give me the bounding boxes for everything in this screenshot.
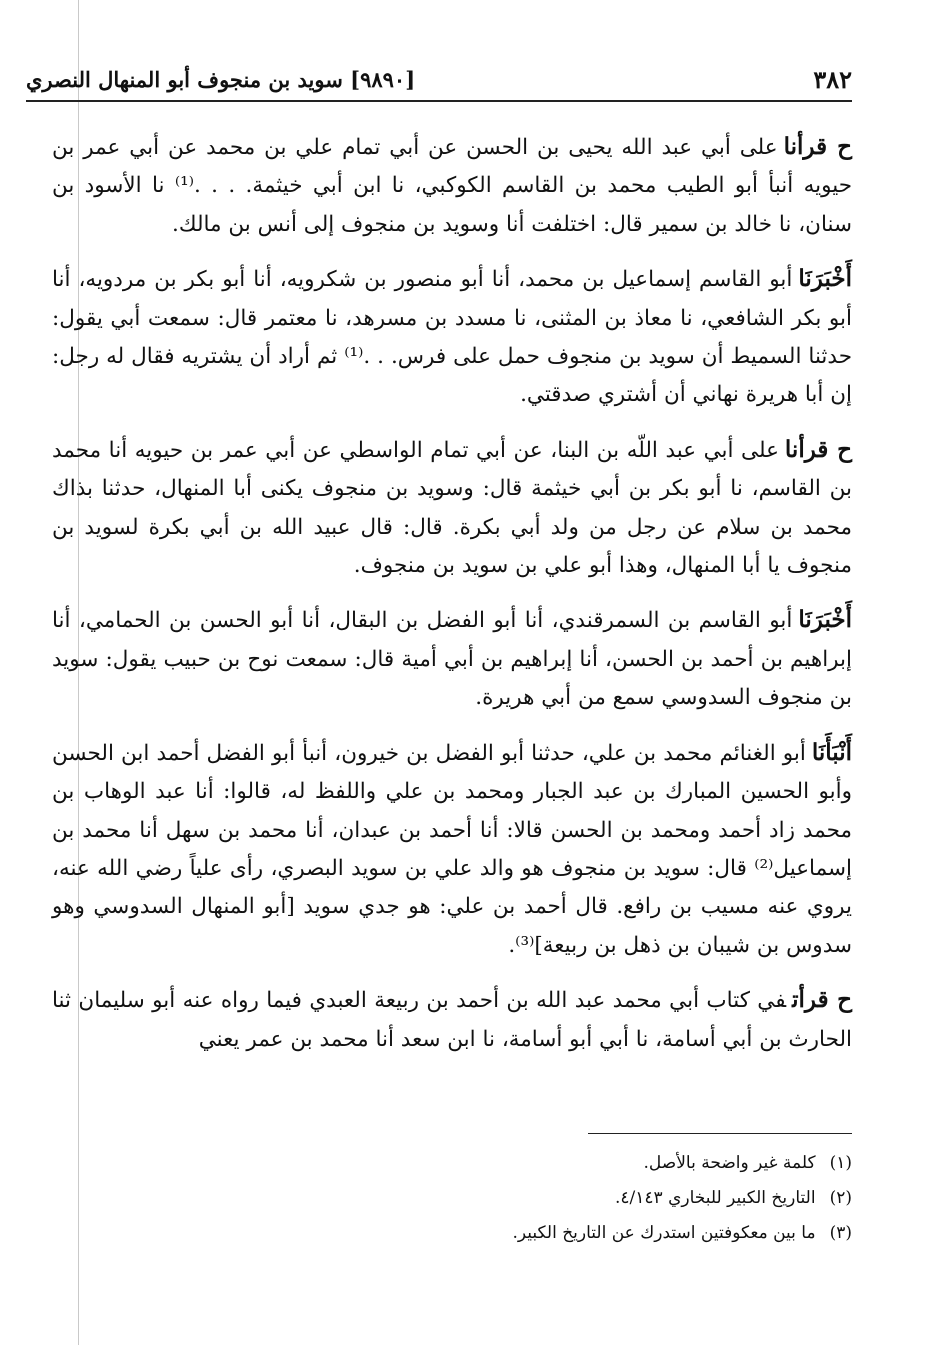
footnote-text: كلمة غير واضحة بالأصل. bbox=[643, 1153, 816, 1173]
paragraph-text: على أبي عبد الله يحيى بن الحسن عن أبي تمام علي بن محمد عن أبي عمر بن حيويه أنبأ أبو الطيب محمد بن القاسم الكوكبي، نا ابن أبي خيثمة. . . .⁽¹⁾ نا الأسود بن سنان، نا خالد بن سمير قال: اختلفت أنا وسويد بن منجوف إلى أنس بن مالك. bbox=[52, 135, 852, 237]
footnote-number: (١) bbox=[829, 1153, 852, 1173]
paragraph-lead: ح قرأت bbox=[792, 986, 852, 1014]
paragraph-lead: أَخْبَرَنَا bbox=[798, 606, 852, 634]
footnotes bbox=[400, 1146, 852, 1251]
body-text bbox=[52, 128, 852, 1075]
paragraph-lead: ح قرأنا bbox=[784, 435, 852, 463]
paragraph bbox=[52, 128, 852, 244]
footnote-number: (٣) bbox=[829, 1223, 852, 1243]
footnote-text: التاريخ الكبير للبخاري ٤/١٤٣. bbox=[615, 1188, 816, 1208]
paragraph-text: أبو القاسم بن السمرقندي، أنا أبو الفضل بن البقال، أنا أبو الحسن بن الحمامي، أنا إبراهيم بن أحمد بن الحسن، أنا إبراهيم بن أبي أمية قال: سمعت نوح بن حبيب يقول: سويد بن منجوف السدوسي سمع من أبي هريرة. bbox=[52, 608, 852, 711]
paragraph bbox=[52, 431, 852, 586]
paragraph-lead: أَخْبَرَنَا bbox=[798, 265, 852, 293]
footnote bbox=[400, 1146, 852, 1181]
paragraph-lead: ح قرأنا bbox=[783, 133, 852, 160]
footnote bbox=[400, 1216, 852, 1251]
paragraph-text: في كتاب أبي محمد عبد الله بن أحمد بن ربيعة العبدي فيما رواه عنه أبو سليمان ثنا الحارث بن أبي أسامة، نا أبي أبو أسامة، نا ابن سعد أنا محمد بن عمر يعني bbox=[52, 988, 852, 1052]
page-header bbox=[26, 58, 852, 100]
page-number: ٣٨٢ bbox=[813, 64, 852, 94]
paragraph bbox=[52, 734, 852, 965]
paragraph-text: أبو القاسم إسماعيل بن محمد، أنا أبو منصور بن شكرويه، أنا أبو بكر بن مردويه، أنا أبو بكر الشافعي، نا معاذ بن المثنى، نا مسدد بن مسرهد، نا معتمر قال: سمعت أبي يقول: حدثنا السميط أن سويد بن منجوف حمل على فرس. . .⁽¹⁾ ثم أراد أن يشتريه فقال له رجل: إن أبا هريرة نهاني أن أشتري صدقتي. bbox=[52, 267, 852, 408]
running-title: [٩٨٩٠] سويد بن منجوف أبو المنهال النصري bbox=[26, 66, 416, 92]
paragraph-lead: أَنْبَأَنَا bbox=[811, 738, 852, 766]
paragraph bbox=[52, 260, 852, 415]
footnote-text: ما بين معكوفتين استدرك عن التاريخ الكبير. bbox=[512, 1223, 816, 1243]
footnote-number: (٢) bbox=[829, 1188, 852, 1208]
footnote bbox=[400, 1181, 852, 1216]
paragraph bbox=[52, 981, 852, 1059]
paragraph bbox=[52, 601, 852, 717]
paragraph-text: على أبي عبد اللّه بن البنا، عن أبي تمام الواسطي عن أبي عمر بن حيويه أنا محمد بن القاسم، نا أبو بكر بن أبي خيثمة قال: وسويد بن منجوف يكنى أبا المنهال، حدثنا بذاك محمد بن سلام عن رجل من ولد أبي بكرة. قال: قال عبيد الله بن أبي بكرة لسويد بن منجوف يا أبا المنهال، وهذا أبو علي بن سويد بن منجوف. bbox=[52, 437, 852, 579]
paragraph-text: أبو الغنائم محمد بن علي، حدثنا أبو الفضل بن خيرون، أنبأ أبو الفضل أحمد ابن الحسن وأبو الحسين المبارك بن عبد الجبار ومحمد بن علي واللفظ له، قالوا: أنا عبد الوهاب بن محمد زاد أحمد ومحمد بن الحسن قالا: أنا أحمد بن عبدان، أنا محمد بن سهل أنا محمد بن إسماعيل⁽²⁾ قال: سويد بن منجوف هو والد علي بن سويد البصري، رأى علياً رضي الله عنه، يروي عنه مسيب بن رافع. قال أحمد بن علي: هو جدي سويد [أبو المنهال السدوسي وهو سدوس بن شيبان بن ذهل بن ربيعة]⁽³⁾. bbox=[52, 740, 852, 958]
header-rule bbox=[26, 100, 852, 102]
footnote-rule bbox=[588, 1133, 852, 1134]
